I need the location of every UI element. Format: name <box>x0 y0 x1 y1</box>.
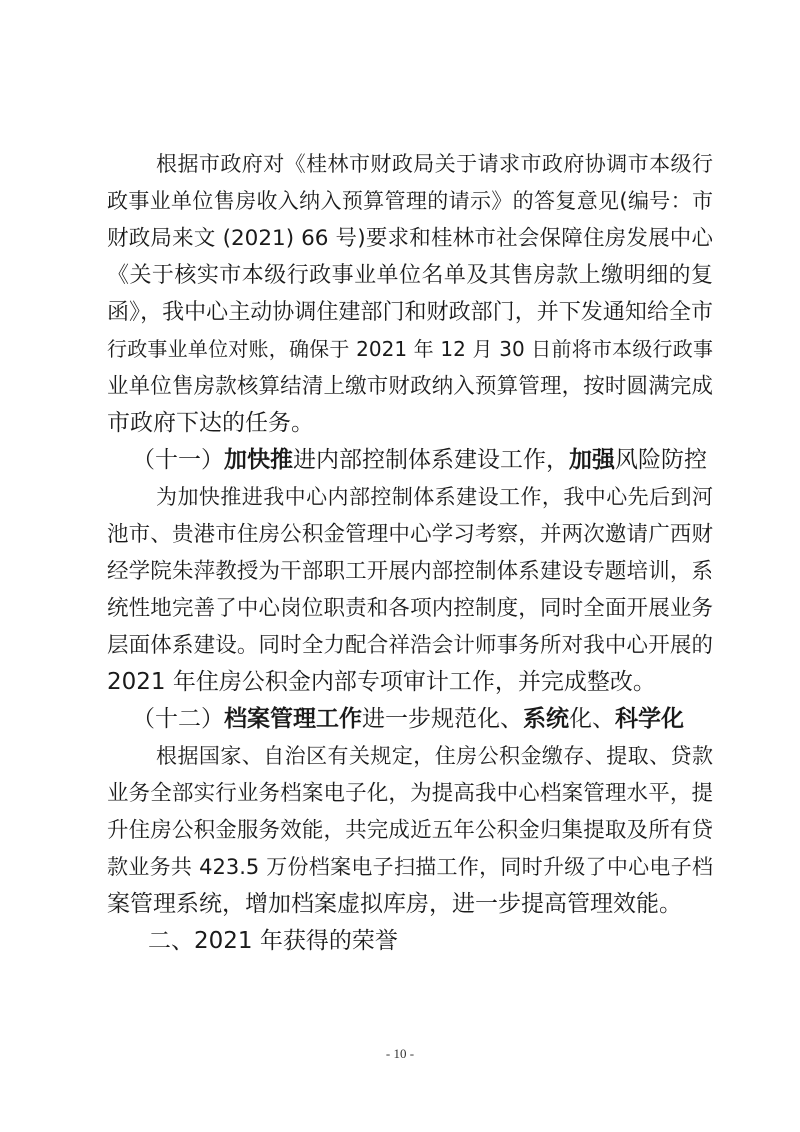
paragraph-line: 升住房公积金服务效能，共完成近五年公积金归集提取及所有贷 <box>107 818 713 843</box>
paragraph-line: 行政事业单位对账，确保于 2021 年 12 月 30 日前将市本级行政事 <box>107 337 713 361</box>
paragraph-line: 财政局来文 (2021) 66 号)要求和桂林市社会保障住房发展中心 <box>107 226 713 251</box>
paragraph-line: 根据国家、自治区有关规定，住房公积金缴存、提取、贷款 <box>156 744 713 768</box>
heading-bold-text: 科学化 <box>615 706 684 732</box>
paragraph-line: 《关于核实市本级行政事业单位名单及其售房款上缴明细的复 <box>107 263 713 288</box>
heading-bold-text: 加强 <box>569 447 615 473</box>
paragraph-line: 案管理系统，增加档案虚拟库房，进一步提高管理效能。 <box>107 891 682 917</box>
paragraph-line: 业务全部实行业务档案电子化，为提高我中心档案管理水平，提 <box>107 781 713 806</box>
heading-prefix: （十二） <box>132 706 224 732</box>
heading-text: 进一步规范化、 <box>362 706 523 732</box>
paragraph-line: 款业务共 423.5 万份档案电子扫描工作，同时升级了中心电子档 <box>107 855 713 879</box>
paragraph-line: 根据市政府对《桂林市财政局关于请求市政府协调市本级行 <box>156 152 713 176</box>
paragraph-line: 池市、贵港市住房公积金管理中心学习考察，并两次邀请广西财 <box>107 522 713 547</box>
heading-text: 化、 <box>569 706 615 732</box>
section-heading-11 <box>132 442 712 479</box>
paragraph-line: 政事业单位售房收入纳入预算管理的请示》的答复意见(编号：市 <box>107 189 713 213</box>
heading-text: 风险防控 <box>615 447 707 473</box>
paragraph-line: 层面体系建设。同时全力配合祥浩会计师事务所对我中心开展的 <box>107 633 713 658</box>
paragraph-line: 统性地完善了中心岗位职责和各项内控制度，同时全面开展业务 <box>107 596 713 621</box>
section-heading-12 <box>132 701 712 738</box>
heading-bold-text: 系统 <box>523 706 569 732</box>
paragraph-line: 为加快推进我中心内部控制体系建设工作，我中心先后到河 <box>156 485 713 509</box>
heading-prefix: （十一） <box>132 447 224 473</box>
paragraph-line: 业单位售房款核算结清上缴市财政纳入预算管理，按时圆满完成 <box>107 374 713 399</box>
paragraph-line: 市政府下达的任务。 <box>107 410 314 436</box>
section-2-heading: 二、2021 年获得的荣誉 <box>148 928 398 954</box>
heading-bold-text: 档案管理工作 <box>224 706 362 732</box>
paragraph-line: 函》，我中心主动协调住建部门和财政部门，并下发通知给全市 <box>107 300 713 325</box>
page-number: - 10 - <box>385 1046 415 1061</box>
paragraph-line: 经学院朱萍教授为干部职工开展内部控制体系建设专题培训，系 <box>107 559 713 584</box>
paragraph-line: 2021 年住房公积金内部专项审计工作，并完成整改。 <box>107 669 656 695</box>
heading-bold-text: 加快推 <box>224 447 293 473</box>
heading-text: 进内部控制体系建设工作， <box>293 447 569 473</box>
